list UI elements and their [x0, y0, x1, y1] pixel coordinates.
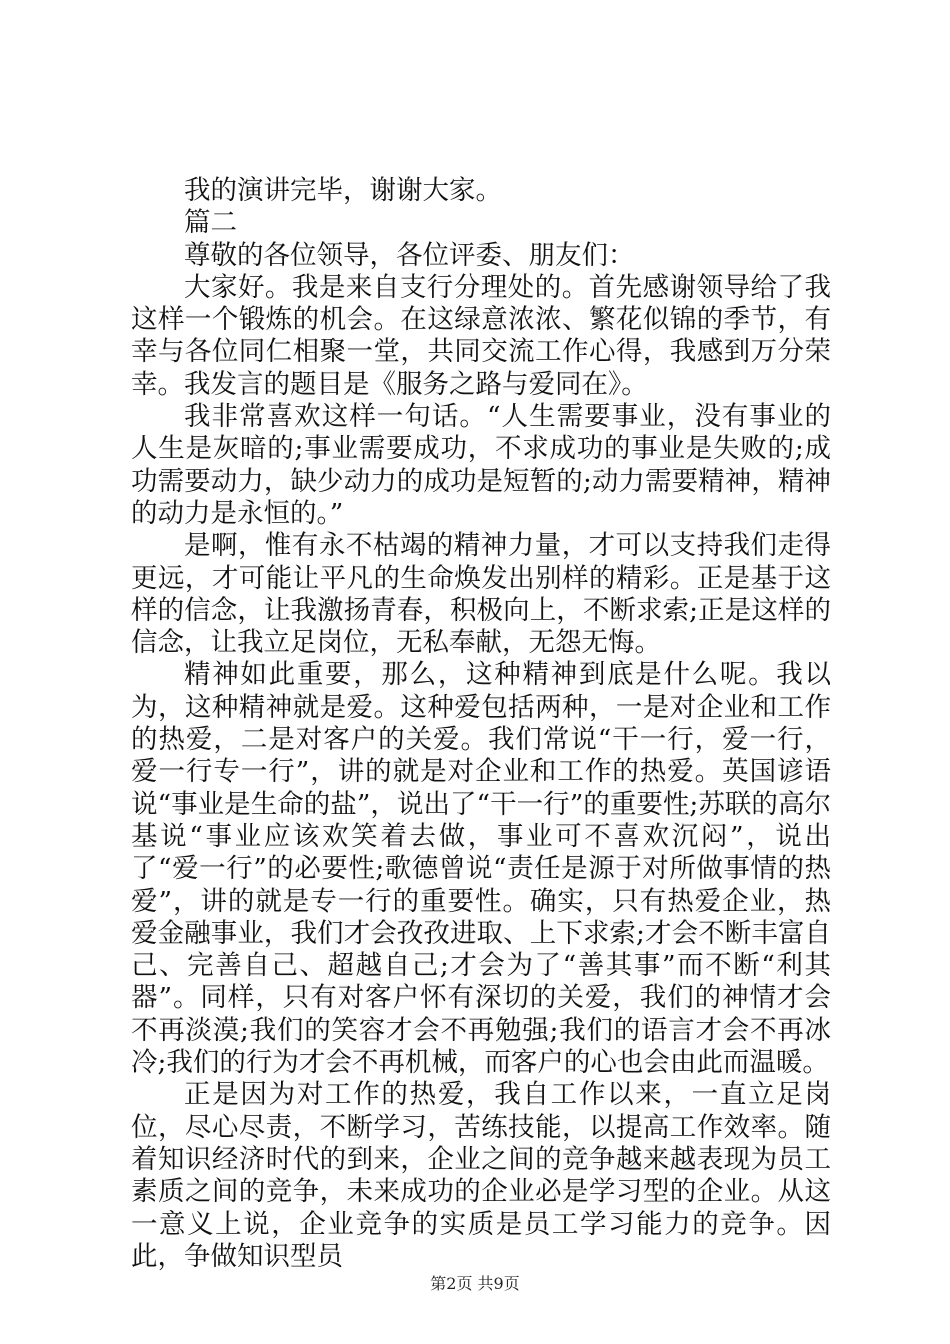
paragraph-spirit: 是啊，惟有永不枯竭的精神力量，才可以支持我们走得更远，才可能让平凡的生命焕发出别样的精彩。正是基于这样的信念，让我激扬青春，积极向上，不断求索;正是这样的信念，让我立足岗位，无私奉献，无怨无悔。: [131, 530, 831, 659]
paragraph-love: 精神如此重要，那么，这种精神到底是什么呢。我以为，这种精神就是爱。这种爱包括两种，一是对企业和工作的热爱，二是对客户的关爱。我们常说“干一行，爱一行，爱一行专一行”，讲的就是对企业和工作的热爱。英国谚语说“事业是生命的盐”，说出了“干一行”的重要性;苏联的高尔基说“事业应该欢笑着去做，事业可不喜欢沉闷”，说出了“爱一行”的必要性;歌德曾说“责任是源于对所做事情的热爱”，讲的就是专一行的重要性。确实，只有热爱企业，热爱金融事业，我们才会孜孜进取、上下求索;才会不断丰富自己、完善自己、超越自己;才会为了“善其事”而不断“利其器”。同样，只有对客户怀有深切的关爱，我们的神情才会不再淡漠;我们的笑容才会不再勉强;我们的语言才会不再冰冷;我们的行为才会不再机械，而客户的心也会由此而温暖。: [131, 659, 831, 1079]
paragraph-salutation: 尊敬的各位领导，各位评委、朋友们：: [184, 239, 635, 271]
paragraph-work: 正是因为对工作的热爱，我自工作以来，一直立足岗位，尽心尽责，不断学习，苦练技能，以提高工作效率。随着知识经济时代的到来，企业之间的竞争越来越表现为员工素质之间的竞争，未来成功的企业必是学习型的企业。从这一意义上说，企业竞争的实质是员工学习能力的竞争。因此，争做知识型员: [131, 1079, 831, 1272]
page-footer: 第2页 共9页: [430, 1274, 520, 1293]
document-body: [131, 175, 831, 1273]
paragraph-quote: 我非常喜欢这样一句话。“人生需要事业，没有事业的人生是灰暗的;事业需要成功，不求成功的事业是失败的;成功需要动力，缺少动力的成功是短暂的;动力需要精神，精神的动力是永恒的。”: [131, 401, 831, 529]
paragraph-introduction: 大家好。我是来自支行分理处的。首先感谢领导给了我这样一个锻炼的机会。在这绿意浓浓、繁花似锦的季节，有幸与各位同仁相聚一堂，共同交流工作心得，我感到万分荣幸。我发言的题目是《服务之路与爱同在》。: [131, 271, 831, 400]
section-heading: 篇二: [184, 207, 237, 239]
paragraph-closing: 我的演讲完毕，谢谢大家。: [184, 175, 502, 206]
